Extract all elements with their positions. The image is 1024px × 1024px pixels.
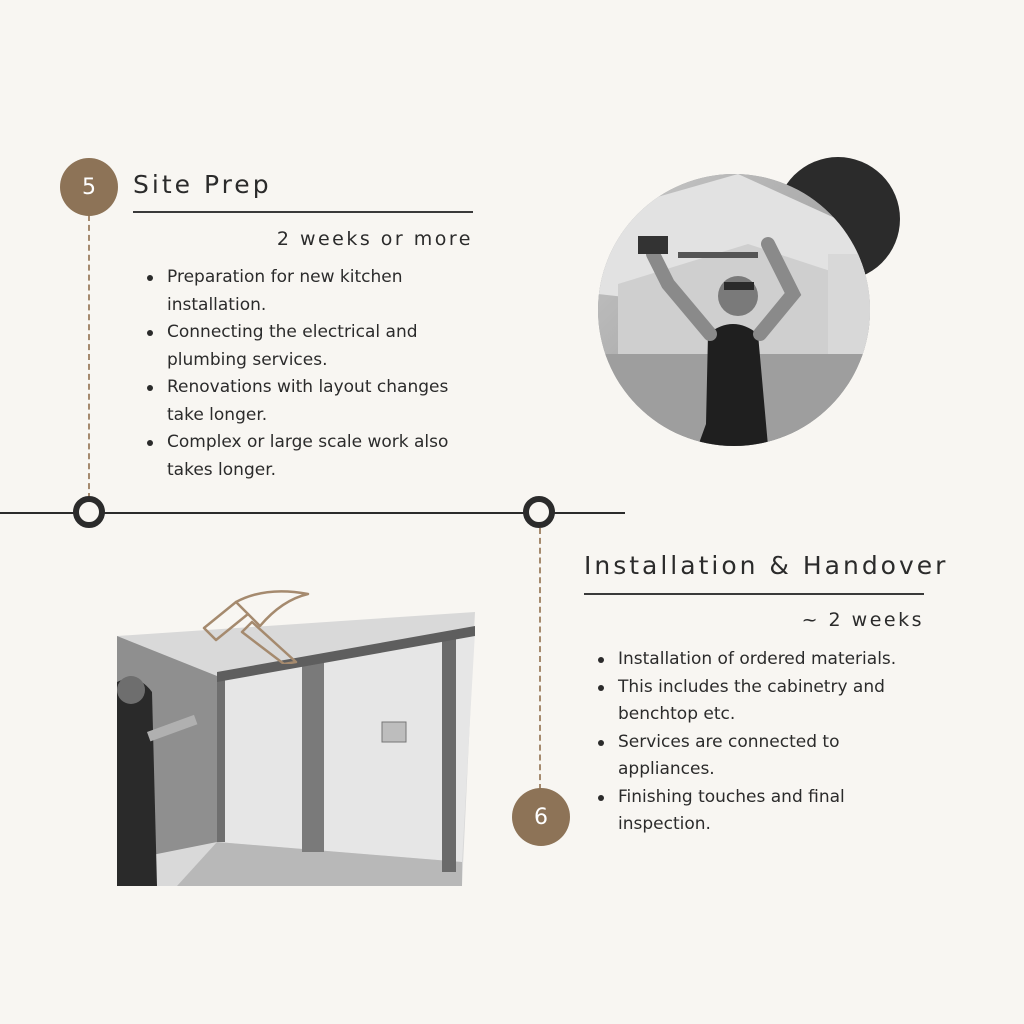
list-item: Services are connected to appliances. [604,729,924,784]
worker-photo-illustration [598,174,870,446]
timeline-connector-step-5 [88,215,90,499]
list-item: Renovations with layout changes take longer. [153,374,473,429]
step-bullet-list [584,646,924,839]
list-item: Connecting the electrical and plumbing services. [153,319,473,374]
timeline-node-right [523,496,555,528]
step-number-badge [512,788,570,846]
step-number-badge [60,158,118,216]
list-item: Complex or large scale work also takes longer. [153,429,473,484]
site-prep-photo [598,174,870,446]
list-item: This includes the cabinetry and benchtop etc. [604,674,924,729]
timeline-connector-step-6 [539,528,541,790]
step-number: 6 [534,804,548,830]
hammer-icon [196,588,316,664]
step-number: 5 [82,174,96,200]
step-duration: ~ 2 weeks [801,609,924,631]
timeline-node-left [73,496,105,528]
list-item: Preparation for new kitchen installation. [153,264,473,319]
step-duration: 2 weeks or more [276,228,473,250]
list-item: Installation of ordered materials. [604,646,924,674]
title-underline [584,593,924,595]
step-title: Installation & Handover [584,551,949,580]
title-underline [133,211,473,213]
step-bullet-list [133,264,473,484]
step-title: Site Prep [133,170,272,199]
list-item: Finishing touches and final inspection. [604,784,924,839]
